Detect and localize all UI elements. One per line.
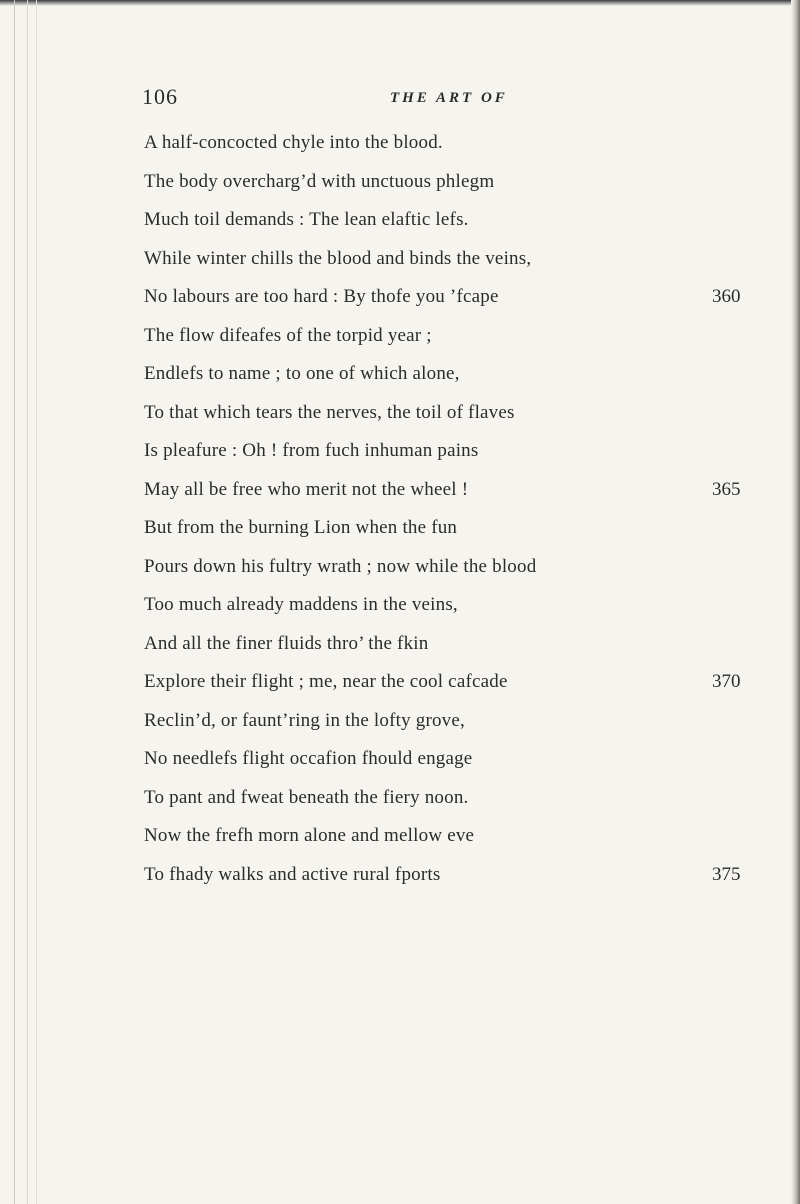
page-number: 106 (142, 84, 178, 109)
verse-line-text: No needlefs flight occafion fhould engage (144, 748, 473, 769)
verse-line (0, 124, 800, 163)
verse-line (0, 471, 800, 510)
verse-line-text: Endlefs to name ; to one of which alone, (144, 363, 460, 384)
verse-line (0, 817, 800, 856)
verse-line (0, 548, 800, 587)
verse-line (0, 355, 800, 394)
line-number: 370 (712, 671, 741, 692)
verse-line (0, 702, 800, 741)
verse-line-text: No labours are too hard : By thofe you ’fcape (144, 286, 499, 307)
page-top-edge (0, 0, 800, 6)
verse-line-text: Reclin’d, or faunt’ring in the lofty grove, (144, 709, 465, 731)
verse-line (0, 201, 800, 240)
verse-line-text: The flow difeafes of the torpid year ; (144, 324, 432, 346)
verse-line (0, 278, 800, 317)
verse-line-text: Is pleafure : Oh ! from fuch inhuman pains (144, 440, 479, 461)
verse-line (0, 586, 800, 625)
verse-line-text: A half-concocted chyle into the blood. (144, 132, 443, 153)
verse-line-text: To pant and fweat beneath the fiery noon. (144, 786, 469, 808)
verse-line (0, 432, 800, 471)
verse-line (0, 856, 800, 895)
line-number: 365 (712, 478, 741, 500)
verse-block (0, 124, 800, 894)
verse-line (0, 163, 800, 202)
verse-line (0, 779, 800, 818)
verse-line (0, 663, 800, 702)
line-number: 360 (712, 286, 741, 307)
running-head (0, 84, 800, 120)
verse-line (0, 740, 800, 779)
verse-line-text: To fhady walks and active rural fports (144, 863, 441, 885)
verse-line-text: While winter chills the blood and binds the veins, (144, 247, 532, 269)
verse-line (0, 509, 800, 548)
verse-line (0, 394, 800, 433)
verse-line-text: Much toil demands : The lean elaftic lefs. (144, 209, 469, 230)
verse-line-text: And all the finer fluids thro’ the fkin (144, 632, 429, 654)
verse-line-text: Too much already maddens in the veins, (144, 594, 458, 615)
verse-line (0, 625, 800, 664)
verse-line-text: Pours down his fultry wrath ; now while the blood (144, 555, 537, 577)
line-number: 375 (712, 863, 741, 885)
verse-line (0, 317, 800, 356)
verse-line-text: Explore their flight ; me, near the cool cafcade (144, 671, 508, 692)
verse-line-text: But from the burning Lion when the fun (144, 517, 458, 538)
verse-line-text: The body overcharg’d with unctuous phlegm (144, 170, 495, 192)
verse-line (0, 240, 800, 279)
verse-line-text: May all be free who merit not the wheel ! (144, 478, 469, 500)
verse-line-text: Now the frefh morn alone and mellow eve (144, 825, 475, 846)
verse-line-text: To that which tears the nerves, the toil of flaves (144, 401, 515, 423)
running-title: THE ART OF (390, 90, 508, 106)
